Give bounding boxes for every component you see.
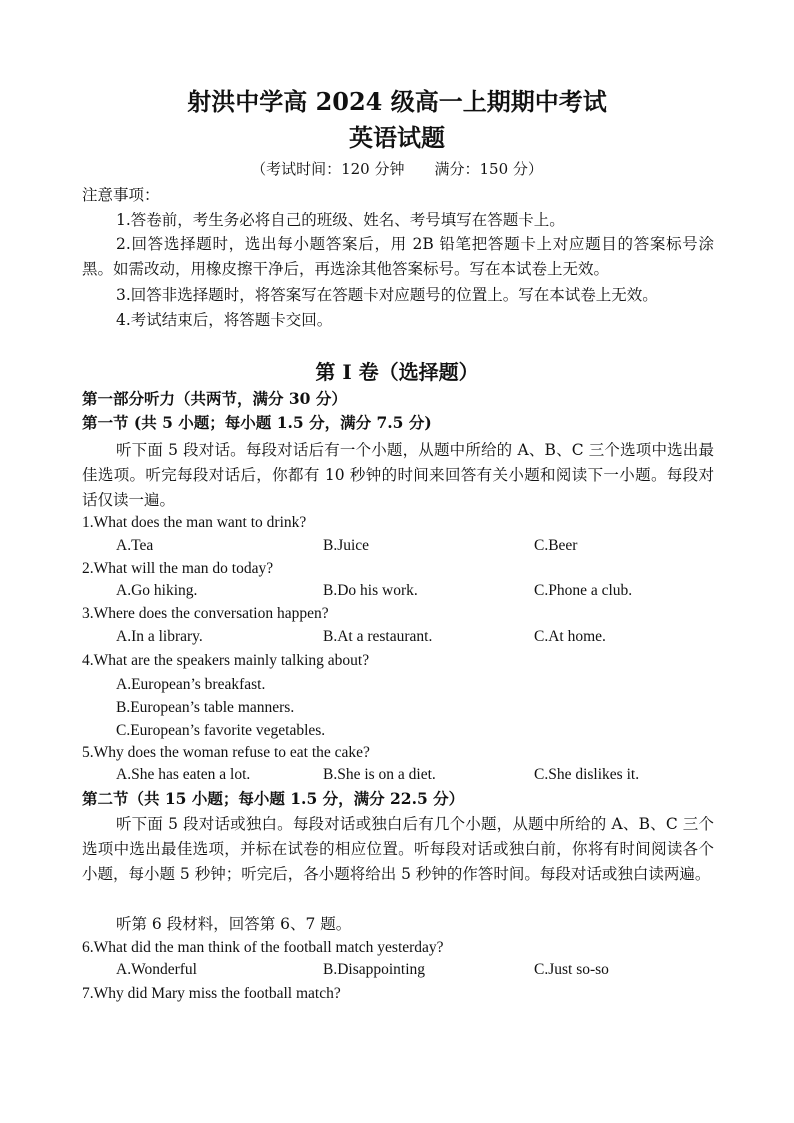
section2-instructions: 听下面 5 段对话或独白。每段对话或独白后有几个小题，从题中所给的 A、B、C 三个选项中选出最佳选项，并标在试卷的相应位置。听每段对话或独白前，你将有时间阅读各个小题，每小题 5 秒钟；听完后，各小题将给出 5 秒钟的作答时间。每段对话或独白读两遍。 — [82, 815, 714, 883]
question-6-stem: 6.What did the man think of the football match yesterday? — [82, 939, 444, 956]
question-3-option-b: B.At a restaurant. — [323, 628, 433, 645]
question-5-option-b: B.She is on a diet. — [323, 766, 436, 783]
question-1-option-c: C.Beer — [534, 537, 578, 554]
question-5-option-c: C.She dislikes it. — [534, 766, 640, 783]
question-2-option-b: B.Do his work. — [323, 582, 418, 599]
section1-instructions: 听下面 5 段对话。每段对话后有一个小题，从题中所给的 A、B、C 三个选项中选出最佳选项。听完每段对话后，你都有 10 秒钟的时间来回答有关小题和阅读下一小题。每段对话仅读一遍。 — [82, 441, 714, 509]
notice-item-3: 3.回答非选择题时，将答案写在答题卡对应题号的位置上。写在本试卷上无效。 — [116, 286, 658, 304]
question-6-option-b: B.Disappointing — [323, 961, 426, 978]
question-1-option-b: B.Juice — [323, 537, 370, 554]
notice-heading: 注意事项： — [82, 186, 160, 204]
exam-info: （考试时间：120 分钟 满分：150 分） — [251, 160, 543, 178]
question-1-stem: 1.What does the man want to drink? — [82, 514, 307, 531]
section1-title: 第一节 (共 5 小题；每小题 1.5 分，满分 7.5 分) — [82, 413, 432, 432]
question-2-stem: 2.What will the man do today? — [82, 560, 274, 577]
material-note: 听第 6 段材料，回答第 6、7 题。 — [116, 915, 352, 933]
question-5-stem: 5.Why does the woman refuse to eat the cake? — [82, 744, 370, 761]
question-4-option-c: C.European’s favorite vegetables. — [116, 722, 326, 739]
question-4-option-b: B.European’s table manners. — [116, 699, 295, 716]
section2-title: 第二节（共 15 小题；每小题 1.5 分，满分 22.5 分） — [82, 789, 465, 808]
question-3-option-c: C.At home. — [534, 628, 606, 645]
exam-subject: 英语试题 — [349, 123, 445, 152]
question-3-stem: 3.Where does the conversation happen? — [82, 605, 329, 622]
question-1-option-a: A.Tea — [116, 537, 154, 554]
question-4-stem: 4.What are the speakers mainly talking about? — [82, 652, 370, 669]
volume-title: 第 I 卷（选择题） — [315, 360, 479, 384]
exam-title: 射洪中学高 2024 级高一上期期中考试 — [187, 87, 607, 116]
notice-item-2: 2.回答选择题时，选出每小题答案后，用 2B 铅笔把答题卡上对应题目的答案标号涂黑。如需改动，用橡皮擦干净后，再选涂其他答案标号。写在本试卷上无效。 — [82, 235, 714, 278]
question-5-option-a: A.She has eaten a lot. — [116, 766, 251, 783]
question-3-option-a: A.In a library. — [116, 628, 203, 645]
question-7-stem: 7.Why did Mary miss the football match? — [82, 985, 341, 1002]
part1-title: 第一部分听力（共两节，满分 30 分） — [82, 389, 347, 408]
notice-item-4: 4.考试结束后，将答题卡交回。 — [116, 311, 333, 329]
question-6-option-a: A.Wonderful — [116, 961, 197, 978]
question-4-option-a: A.European’s breakfast. — [116, 676, 266, 693]
question-2-option-c: C.Phone a club. — [534, 582, 633, 599]
question-6-option-c: C.Just so-so — [534, 961, 609, 978]
question-2-option-a: A.Go hiking. — [116, 582, 198, 599]
notice-item-1: 1.答卷前，考生务必将自己的班级、姓名、考号填写在答题卡上。 — [116, 211, 565, 229]
